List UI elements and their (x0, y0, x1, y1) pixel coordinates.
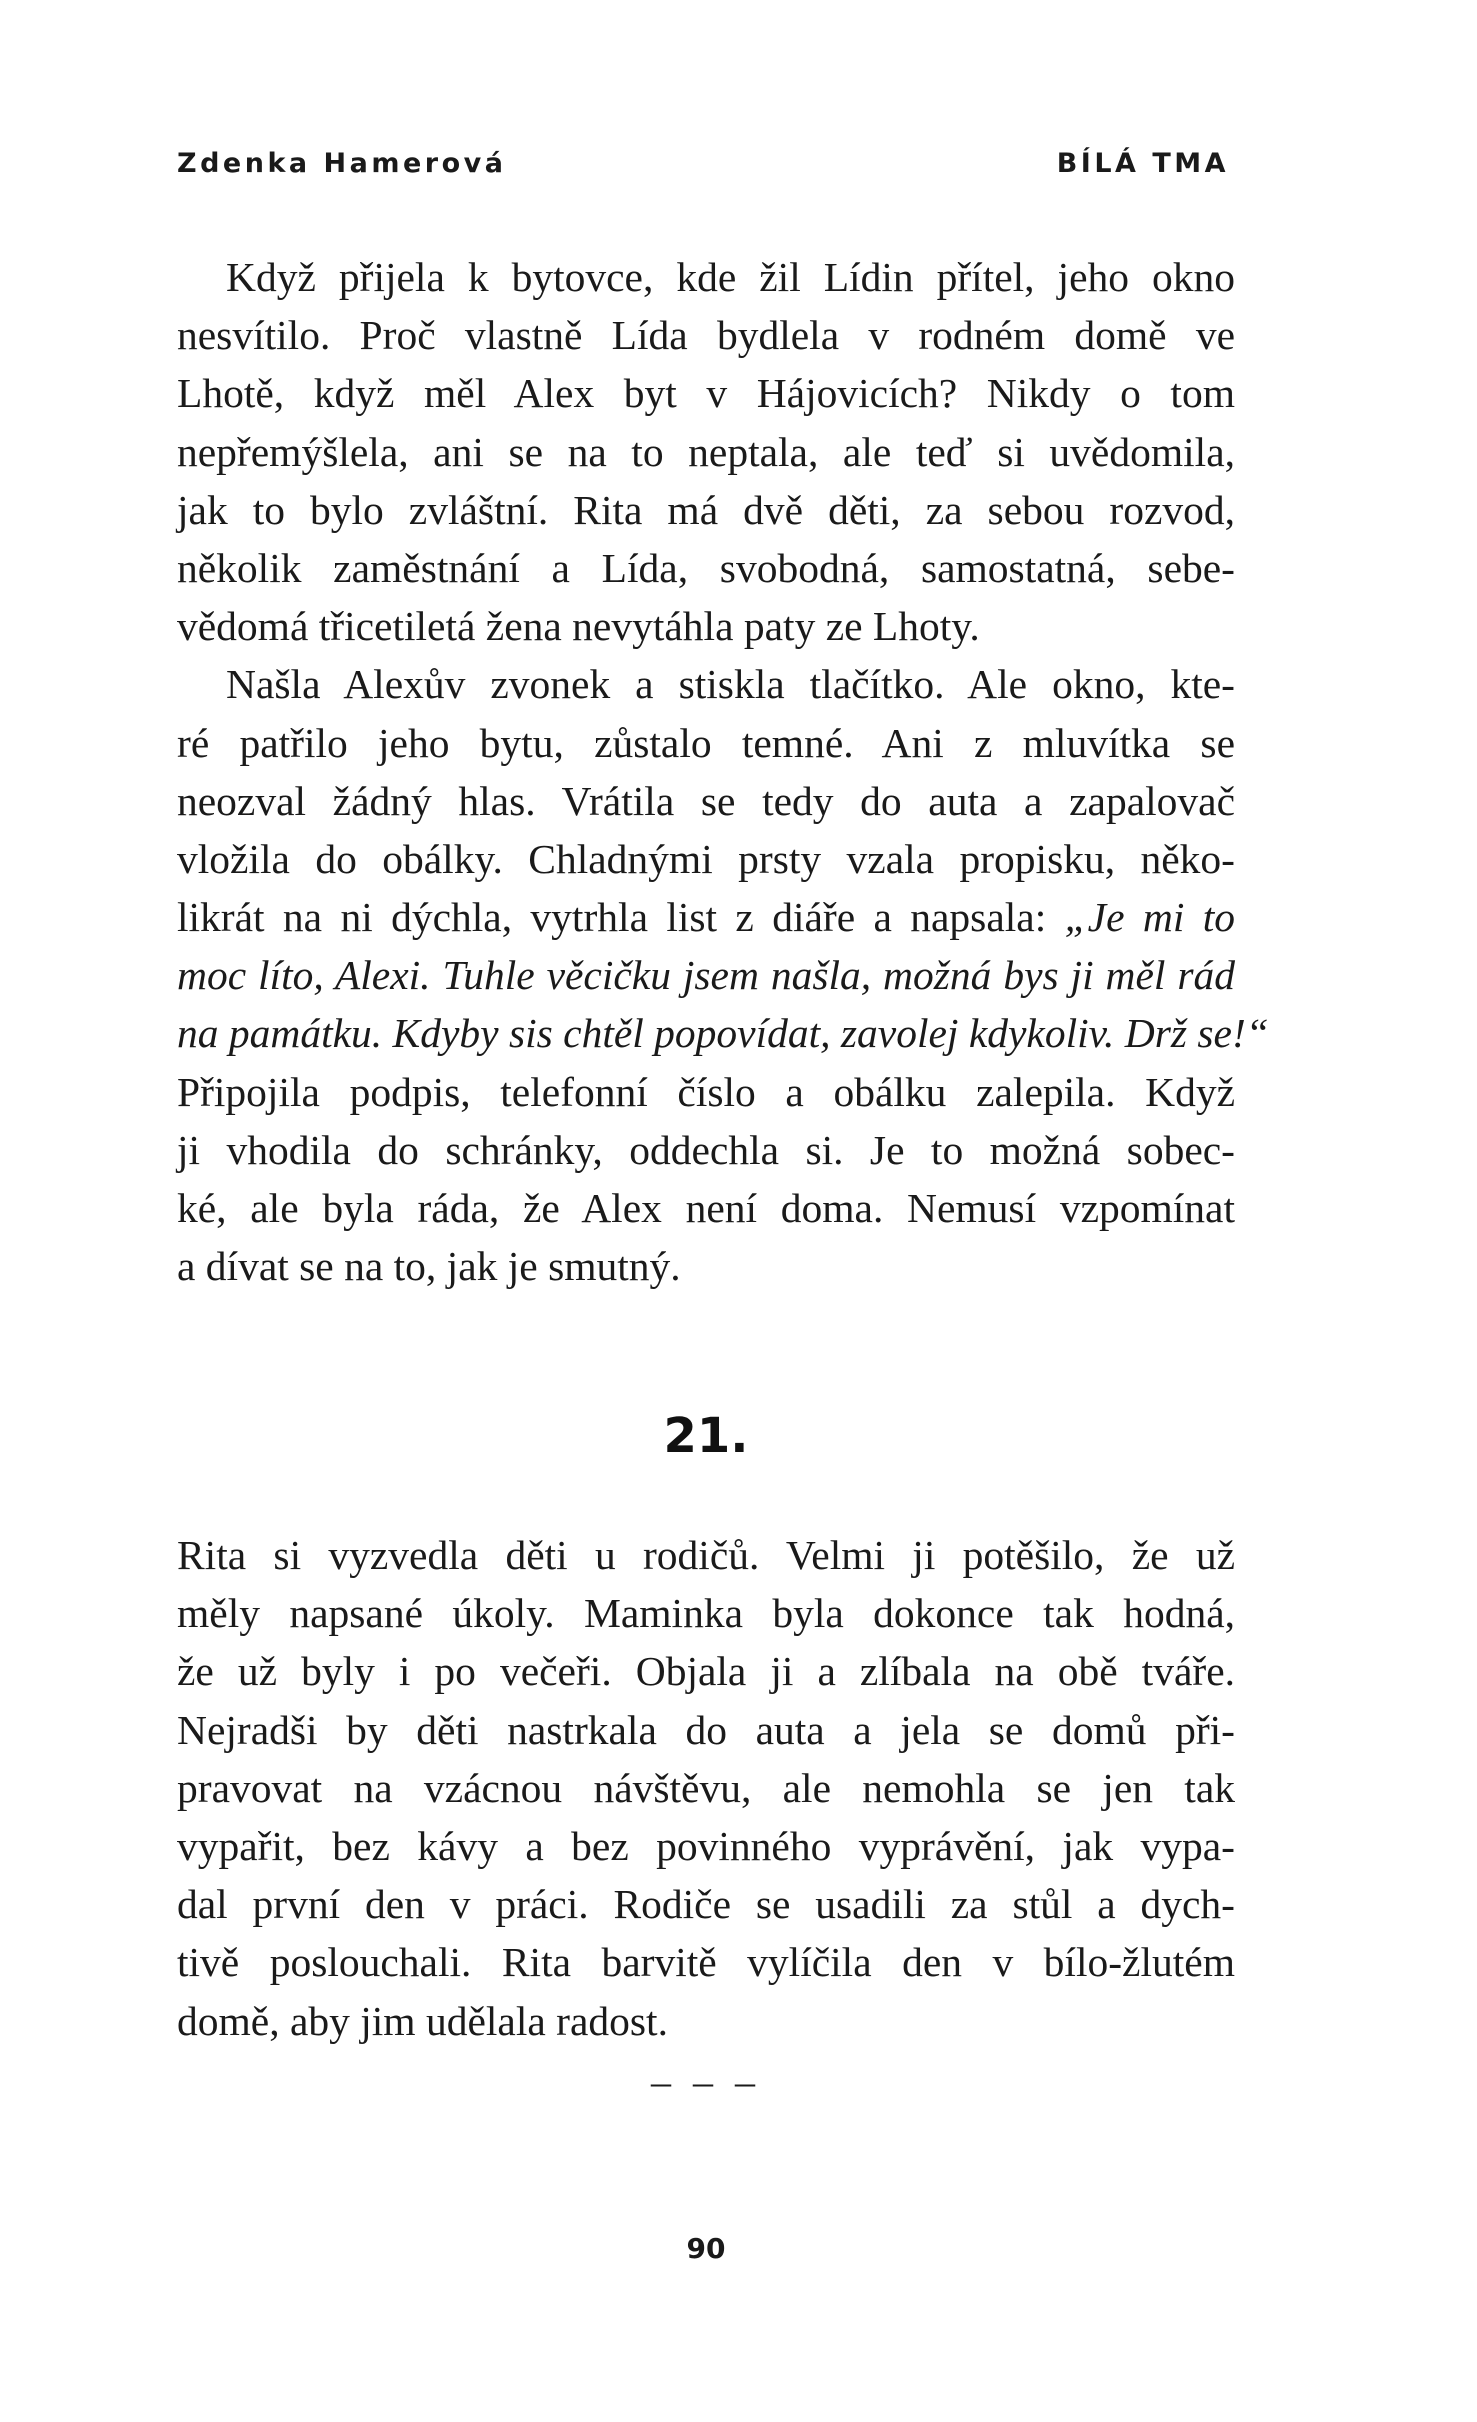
text-line: Našla Alexův zvonek a stiskla tlačítko. Ale okno, kte- (226, 661, 1235, 708)
text-line: Připojila podpis, telefonní číslo a obálku zalepila. Když (177, 1068, 1235, 1115)
text-line: vědomá třicetiletá žena nevytáhla paty ze Lhoty. (177, 603, 980, 650)
text-line: měly napsané úkoly. Maminka byla dokonce tak hodná, (177, 1590, 1235, 1637)
text-line: ké, ale byla ráda, že Alex není doma. Nemusí vzpomínat (177, 1185, 1235, 1231)
section-1-text (177, 248, 1269, 1295)
text-line: domě, aby jim udělala radost. (177, 1997, 668, 2044)
text-line: ji vhodila do schránky, oddechla si. Je to možná sobec- (177, 1126, 1235, 1173)
text-line: Lhotě, když měl Alex byt v Hájovicích? Nikdy o tom (177, 370, 1235, 417)
text-line: jak to bylo zvláštní. Rita má dvě děti, za sebou rozvod, (177, 486, 1235, 533)
text-line: dal první den v práci. Rodiče se usadili za stůl a dych- (177, 1881, 1235, 1928)
running-head-author: Zdenka Hamerová (177, 148, 507, 179)
italic-note-start: „Je mi to (1064, 894, 1235, 941)
italic-note-line: moc líto, Alexi. Tuhle věcičku jsem našla, možná bys ji měl rád (177, 952, 1235, 999)
text-line: Když přijela k bytovce, kde žil Lídin přítel, jeho okno (226, 254, 1235, 300)
text-line: a dívat se na to, jak je smutný. (177, 1243, 681, 1290)
text-line: že už byly i po večeři. Objala ji a zlíbala na obě tváře. (177, 1648, 1235, 1695)
section-2-text (177, 1526, 1235, 2050)
chapter-number: 21. (663, 1408, 749, 1464)
text-line: Nejradši by děti nastrkala do auta a jela se domů při- (177, 1706, 1235, 1753)
text-line: pravovat na vzácnou návštěvu, ale nemohla se jen tak (177, 1764, 1235, 1811)
text-line: nesvítilo. Proč vlastně Lída bydlela v rodném domě ve (177, 312, 1235, 359)
text-line-mixed (177, 888, 1235, 946)
text-line: Rita si vyzvedla děti u rodičů. Velmi ji potěšilo, že už (177, 1532, 1235, 1578)
text-line: neozval žádný hlas. Vrátila se tedy do auta a zapalovač (177, 777, 1235, 824)
text-line: vložila do obálky. Chladnými prsty vzala propisku, něko- (177, 835, 1235, 882)
running-head-title: BÍLÁ TMA (1056, 148, 1229, 179)
text-line: nepřemýšlela, ani se na to neptala, ale teď si uvědomila, (177, 428, 1235, 475)
section-break: – – – (651, 2059, 761, 2104)
text-line: vypařit, bez kávy a bez povinného vyprávění, jak vypa- (177, 1822, 1235, 1869)
page-number: 90 (686, 2232, 726, 2265)
text-line: tivě poslouchali. Rita barvitě vylíčila den v bílo-žlutém (177, 1939, 1235, 1986)
text-line: několik zaměstnání a Lída, svobodná, samostatná, sebe- (177, 544, 1235, 591)
text-line: ré patřilo jeho bytu, zůstalo temné. Ani z mluvítka se (177, 719, 1235, 766)
text-segment: likrát na ni dýchla, vytrhla list z diáře a napsala: (177, 894, 1065, 941)
italic-note-line: na památku. Kdyby sis chtěl popovídat, zavolej kdykoliv. Drž se!“ (177, 1010, 1269, 1057)
